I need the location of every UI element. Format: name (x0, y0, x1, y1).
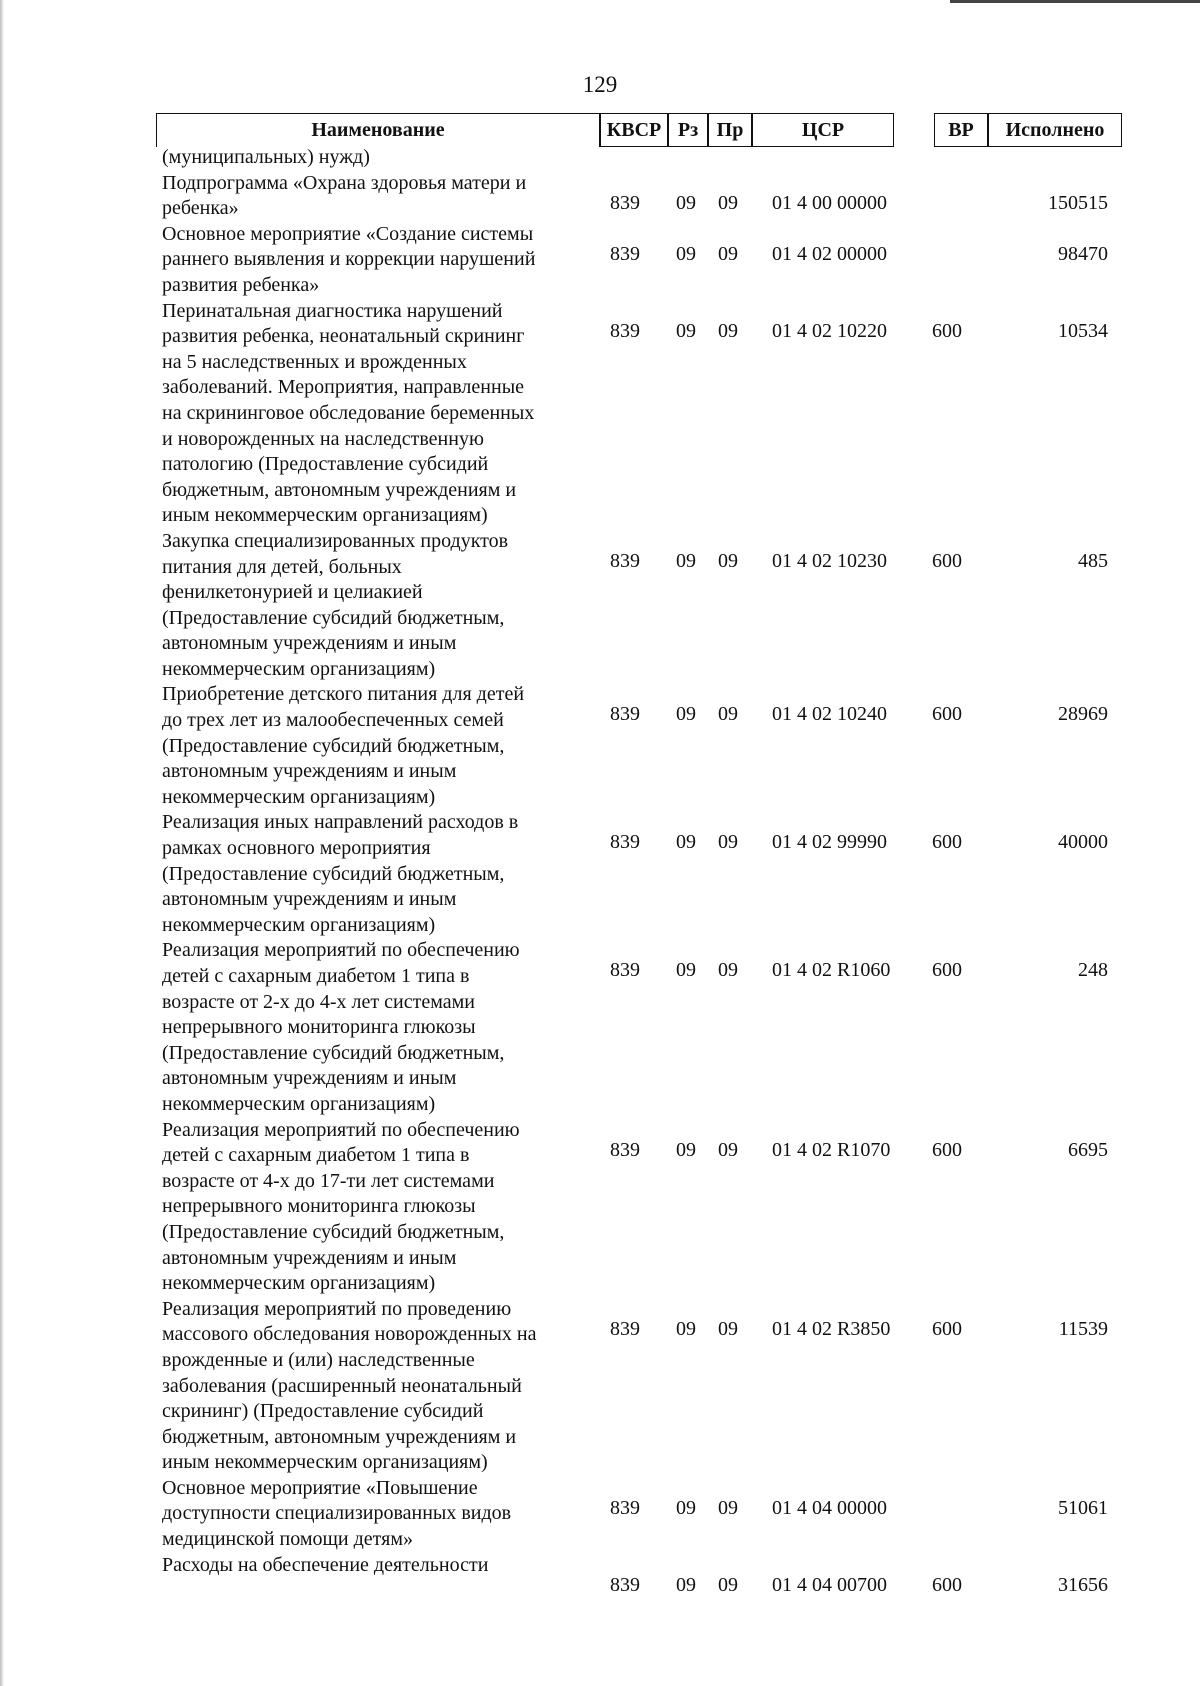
row-rz: 09 (676, 831, 696, 854)
row-pr: 09 (718, 549, 738, 572)
table-row (0, 529, 1200, 683)
row-rz: 09 (676, 1138, 696, 1161)
row-csr: 01 4 02 99990 (772, 831, 887, 854)
row-pr: 09 (718, 1138, 738, 1161)
row-rz: 09 (676, 959, 696, 982)
row-ispolneno: 31656 (1058, 1573, 1108, 1596)
row-name: Реализация мероприятий по обеспечению детей с сахарным диабетом 1 типа в возрасте от 2-х до 4-х лет системами непрерывного мониторинга глюкозы (Предоставление субсидий бюджетным, автономным учреждениям и иным некоммерческим организациям) (162, 939, 520, 1115)
row-kvsr: 839 (610, 959, 640, 982)
row-pr: 09 (718, 191, 738, 214)
row-ispolneno: 40000 (1058, 831, 1108, 854)
table-row (0, 299, 1200, 529)
row-ispolneno: 51061 (1058, 1496, 1108, 1519)
row-kvsr: 839 (610, 1573, 640, 1596)
header-pr: Пр (708, 113, 752, 147)
row-kvsr: 839 (610, 242, 640, 265)
row-csr: 01 4 02 10230 (772, 549, 887, 572)
row-pr: 09 (718, 703, 738, 726)
row-kvsr: 839 (610, 703, 640, 726)
row-csr: 01 4 00 00000 (772, 191, 887, 214)
row-csr: 01 4 04 00700 (772, 1573, 887, 1596)
row-kvsr: 839 (610, 319, 640, 342)
row-ispolneno: 150515 (1048, 191, 1108, 214)
table-row (0, 682, 1200, 810)
table-body (0, 145, 1200, 1596)
row-vr: 600 (932, 1573, 962, 1596)
row-pr: 09 (718, 1573, 738, 1596)
row-name: Перинатальная диагностика нарушений развития ребенка, неонатальный скрининг на 5 наследственных и врожденных заболеваний. Мероприятия, направленные на скрининговое обследование беременных и новорожденных на наследственную патологию (Предоставление субсидий бюджетным, автономным учреждениям и иным некоммерческим организациям) (162, 299, 535, 527)
row-ispolneno: 28969 (1058, 703, 1108, 726)
header-kvsr: КВСР (600, 113, 668, 147)
row-csr: 01 4 02 10220 (772, 319, 887, 342)
row-rz: 09 (676, 549, 696, 572)
row-vr: 600 (932, 959, 962, 982)
table-row (0, 1297, 1200, 1476)
row-kvsr: 839 (610, 831, 640, 854)
row-name: Основное мероприятие «Создание системы раннего выявления и коррекции нарушений развития ребенка» (162, 222, 536, 296)
row-rz: 09 (676, 242, 696, 265)
header-vr: ВР (934, 113, 988, 147)
table-header (156, 113, 1122, 147)
row-pr: 09 (718, 831, 738, 854)
row-name: Приобретение детского питания для детей до трех лет из малообеспеченных семей (Предоставление субсидий бюджетным, автономным учреждениям и иным некоммерческим организациям) (162, 683, 525, 808)
row-rz: 09 (676, 1573, 696, 1596)
header-name: Наименование (156, 113, 600, 147)
row-csr: 01 4 02 00000 (772, 242, 887, 265)
table-row-continuation (0, 145, 1200, 171)
row-ispolneno: 485 (1078, 549, 1108, 572)
row-csr: 01 4 02 R3850 (772, 1317, 891, 1340)
row-rz: 09 (676, 319, 696, 342)
table-row (0, 171, 1200, 222)
table-row (0, 222, 1200, 299)
row-csr: 01 4 04 00000 (772, 1496, 887, 1519)
row-kvsr: 839 (610, 191, 640, 214)
row-csr: 01 4 02 R1070 (772, 1138, 891, 1161)
row-vr: 600 (932, 703, 962, 726)
row-vr: 600 (932, 319, 962, 342)
row-ispolneno: 98470 (1058, 242, 1108, 265)
row-csr: 01 4 02 R1060 (772, 959, 891, 982)
row-name: Подпрограмма «Охрана здоровья матери и ребенка» (162, 171, 527, 220)
row-pr: 09 (718, 319, 738, 342)
table-row (0, 938, 1200, 1117)
header-csr: ЦСР (752, 113, 894, 147)
row-rz: 09 (676, 703, 696, 726)
row-pr: 09 (718, 1496, 738, 1519)
header-ispolneno: Исполнено (988, 113, 1122, 147)
row-csr: 01 4 02 10240 (772, 703, 887, 726)
row-name: Расходы на обеспечение деятельности (162, 1553, 489, 1576)
row-name: Реализация мероприятий по обеспечению детей с сахарным диабетом 1 типа в возрасте от 4-х до 17-ти лет системами непрерывного мониторинга глюкозы (Предоставление субсидий бюджетным, автономным учреждениям и иным некоммерческим организациям) (162, 1118, 520, 1295)
scan-top-line (950, 0, 1200, 3)
row-pr: 09 (718, 1317, 738, 1340)
row-kvsr: 839 (610, 1317, 640, 1340)
table-row (0, 1118, 1200, 1297)
row-name: Основное мероприятие «Повышение доступности специализированных видов медицинской помощи детям» (162, 1476, 512, 1551)
table-row (0, 1553, 1200, 1596)
row-rz: 09 (676, 1496, 696, 1519)
page-number: 129 (582, 72, 618, 97)
row-kvsr: 839 (610, 1496, 640, 1519)
row-name: (муниципальных) нужд) (162, 146, 370, 168)
row-ispolneno: 6695 (1068, 1138, 1108, 1161)
header-rz: Рз (668, 113, 708, 147)
row-name: Закупка специализированных продуктов питания для детей, больных фенилкетонурией и целиакией (Предоставление субсидий бюджетным, автономным учреждениям и иным некоммерческим организациям) (162, 529, 509, 680)
row-pr: 09 (718, 242, 738, 265)
table-row (0, 1476, 1200, 1553)
row-vr: 600 (932, 831, 962, 854)
row-pr: 09 (718, 959, 738, 982)
table-row (0, 810, 1200, 938)
row-name: Реализация мероприятий по проведению массового обследования новорожденных на врожденные и (или) наследственные заболевания (расширенный неонатальный скрининг) (Предоставление субсидий бюджетным, автономным учреждениям и иным некоммерческим организациям) (162, 1297, 537, 1474)
row-rz: 09 (676, 1317, 696, 1340)
row-vr: 600 (932, 1317, 962, 1340)
row-vr: 600 (932, 549, 962, 572)
row-rz: 09 (676, 191, 696, 214)
row-kvsr: 839 (610, 549, 640, 572)
row-name: Реализация иных направлений расходов в рамках основного мероприятия (Предоставление субсидий бюджетным, автономным учреждениям и иным некоммерческим организациям) (162, 811, 519, 936)
row-vr: 600 (932, 1138, 962, 1161)
row-ispolneno: 11539 (1058, 1317, 1108, 1340)
row-ispolneno: 248 (1078, 959, 1108, 982)
row-kvsr: 839 (610, 1138, 640, 1161)
row-ispolneno: 10534 (1058, 319, 1108, 342)
